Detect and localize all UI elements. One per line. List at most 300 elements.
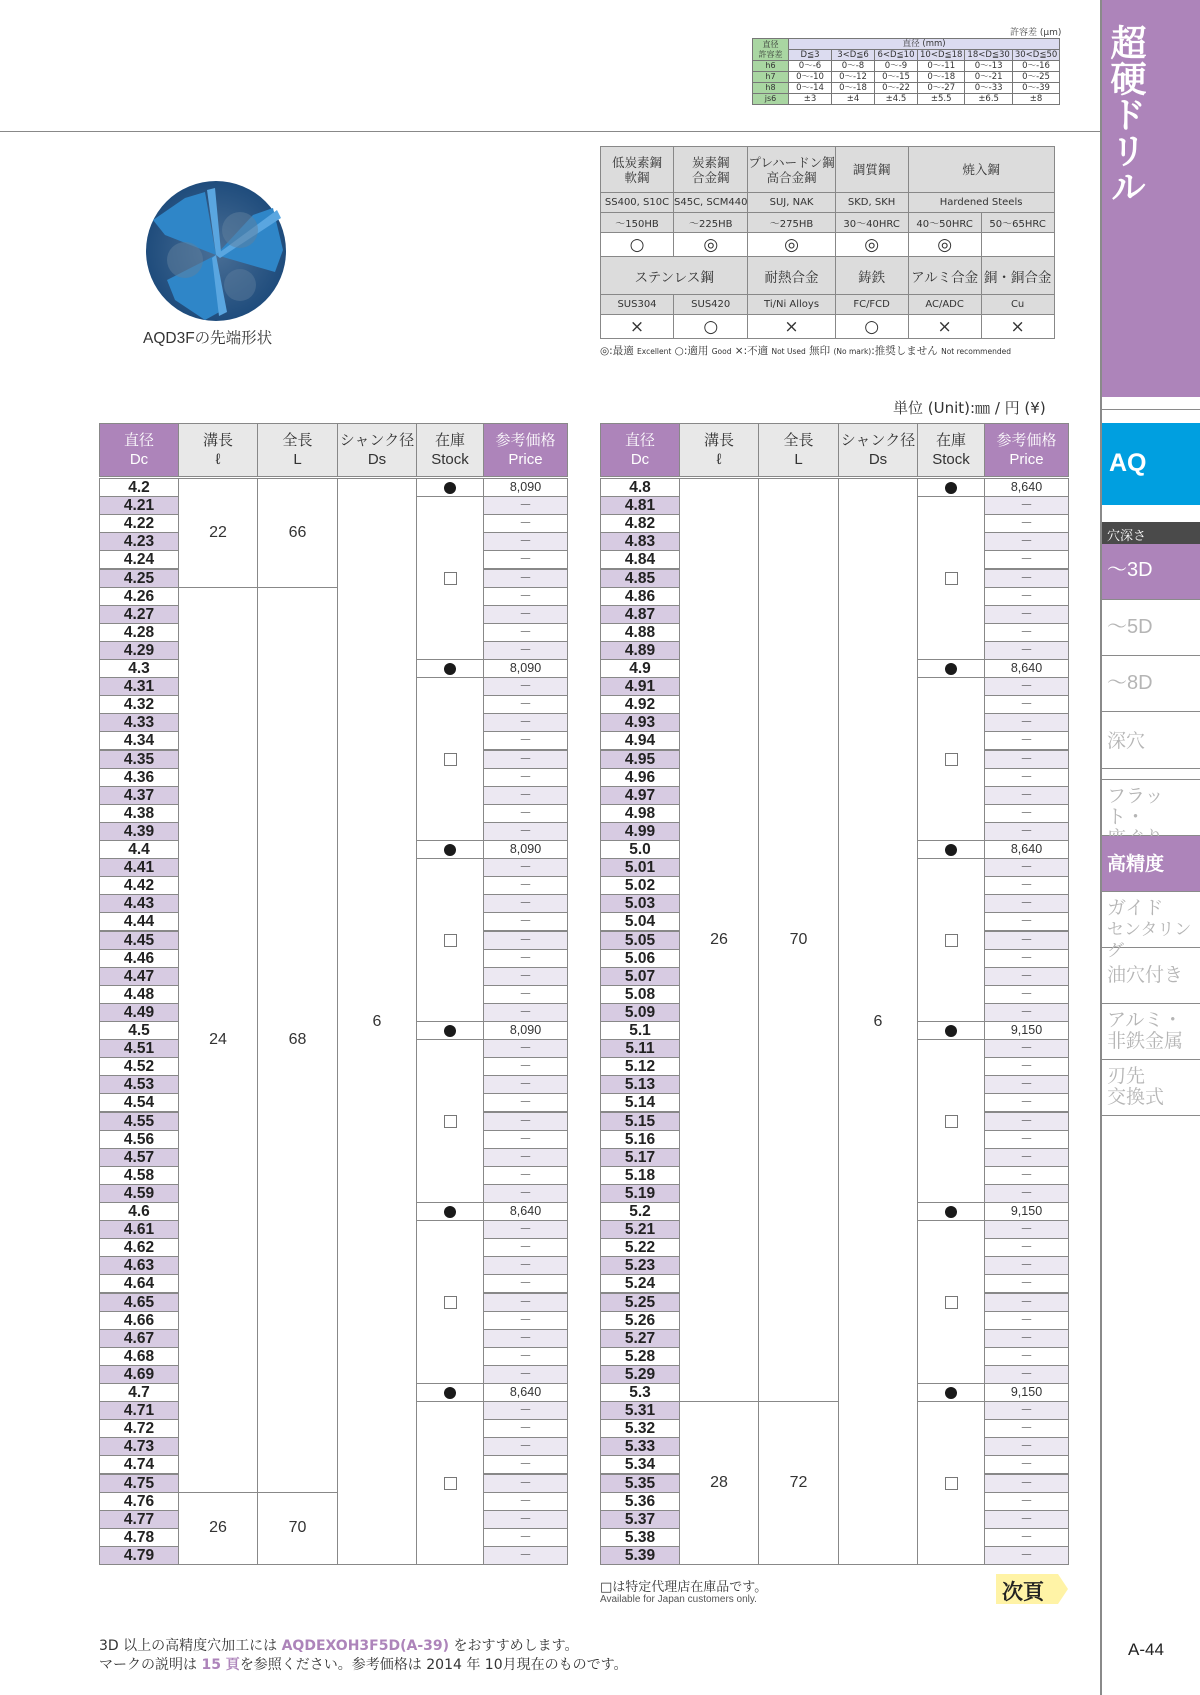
price-cell: － bbox=[483, 876, 568, 895]
material-spec: SS400, S10C bbox=[601, 193, 674, 213]
diameter-cell: 5.11 bbox=[600, 1039, 680, 1058]
diameter-cell: 5.1 bbox=[600, 1021, 680, 1040]
diameter-cell: 5.15 bbox=[600, 1112, 680, 1131]
price-cell: － bbox=[483, 695, 568, 714]
price-cell: 8,090 bbox=[483, 478, 568, 497]
price-cell: － bbox=[984, 822, 1069, 841]
price-cell: 8,090 bbox=[483, 1021, 568, 1040]
column-header bbox=[178, 423, 258, 477]
price-cell: 8,640 bbox=[984, 840, 1069, 859]
diameter-cell: 4.63 bbox=[99, 1256, 179, 1275]
drill-caption: AQD3Fの先端形状 bbox=[143, 330, 273, 347]
material-spec: Hardened Steels bbox=[908, 193, 1054, 213]
price-cell: － bbox=[984, 1365, 1069, 1384]
material-hardness: ～275HB bbox=[748, 213, 835, 233]
diameter-cell: 4.64 bbox=[99, 1274, 179, 1293]
price-cell: － bbox=[483, 1166, 568, 1185]
price-cell: － bbox=[483, 532, 568, 551]
diameter-cell: 4.26 bbox=[99, 587, 179, 606]
price-cell: － bbox=[483, 967, 568, 986]
price-cell: － bbox=[984, 985, 1069, 1004]
material-spec: SUS304 bbox=[601, 295, 674, 315]
footer-line-1: 3D 以上の高精度穴加工には AQDEXOH3F5D(A-39) をおすすめします。 bbox=[99, 1638, 579, 1654]
legend-item: :推奨しません Not recommended bbox=[871, 345, 1011, 357]
agent-stock-square-icon bbox=[945, 1115, 958, 1128]
column-header-jp: 全長 bbox=[783, 432, 814, 449]
side-depth-3d[interactable]: ～3D bbox=[1102, 544, 1200, 600]
stock-cell bbox=[917, 478, 985, 497]
agent-stock-square-icon bbox=[444, 934, 457, 947]
diameter-cell: 4.8 bbox=[600, 478, 680, 497]
price-cell: － bbox=[483, 1274, 568, 1293]
diameter-cell: 5.17 bbox=[600, 1148, 680, 1167]
suitability-mark bbox=[981, 233, 1054, 257]
column-header-en: Dc bbox=[630, 451, 650, 468]
diameter-cell: 5.36 bbox=[600, 1492, 680, 1511]
column-header bbox=[483, 423, 568, 477]
diameter-cell: 4.23 bbox=[99, 532, 179, 551]
side-brand-aq[interactable]: AQ bbox=[1102, 423, 1200, 505]
agent-stock-note: □は特定代理店在庫品です。 bbox=[600, 1580, 768, 1595]
material-table bbox=[600, 146, 1055, 339]
price-cell: 8,090 bbox=[483, 840, 568, 859]
price-cell: － bbox=[984, 804, 1069, 823]
stock-cell bbox=[917, 1383, 985, 1402]
diameter-cell: 5.23 bbox=[600, 1256, 680, 1275]
diameter-cell: 4.72 bbox=[99, 1419, 179, 1438]
agent-stock-cell bbox=[917, 1401, 985, 1565]
diameter-cell: 4.69 bbox=[99, 1365, 179, 1384]
material-hardness: ～150HB bbox=[601, 213, 674, 233]
agent-stock-cell bbox=[917, 496, 985, 660]
agent-stock-note-en: Available for Japan customers only. bbox=[600, 1594, 757, 1605]
price-cell: － bbox=[483, 1057, 568, 1076]
diameter-cell: 4.31 bbox=[99, 677, 179, 696]
diameter-cell: 5.14 bbox=[600, 1093, 680, 1112]
diameter-cell: 5.35 bbox=[600, 1474, 680, 1493]
price-cell: － bbox=[483, 1293, 568, 1312]
diameter-cell: 5.31 bbox=[600, 1401, 680, 1420]
overall-length-cell: 72 bbox=[758, 1401, 839, 1565]
column-header bbox=[758, 423, 839, 477]
diameter-cell: 4.85 bbox=[600, 569, 680, 588]
price-cell: － bbox=[984, 1112, 1069, 1131]
agent-stock-cell bbox=[416, 496, 484, 660]
diameter-cell: 5.39 bbox=[600, 1546, 680, 1565]
diameter-cell: 4.49 bbox=[99, 1003, 179, 1022]
column-header-jp: 在庫 bbox=[935, 432, 966, 449]
diameter-cell: 4.24 bbox=[99, 550, 179, 569]
side-title: 超硬ドリル bbox=[1105, 24, 1146, 204]
legend-item: ◎:最適 Excellent bbox=[600, 345, 672, 357]
diameter-cell: 5.16 bbox=[600, 1130, 680, 1149]
material-name: アルミ合金 bbox=[908, 257, 981, 295]
column-header-en: Ds bbox=[367, 451, 387, 468]
column-header-en: Stock bbox=[932, 451, 970, 468]
price-cell: － bbox=[483, 623, 568, 642]
material-spec: Cu bbox=[981, 295, 1054, 315]
diameter-cell: 4.7 bbox=[99, 1383, 179, 1402]
suitability-mark: ◎ bbox=[908, 233, 981, 257]
price-cell: － bbox=[483, 931, 568, 950]
overall-length-cell: 70 bbox=[758, 478, 839, 1402]
column-header-en: Price bbox=[508, 451, 543, 468]
material-name: ステンレス鋼 bbox=[601, 257, 748, 295]
price-cell: － bbox=[984, 1546, 1069, 1565]
price-cell: － bbox=[483, 804, 568, 823]
column-header-jp: 全長 bbox=[282, 432, 313, 449]
material-spec: SUJ, NAK bbox=[748, 193, 835, 213]
diameter-cell: 5.32 bbox=[600, 1419, 680, 1438]
column-header-jp: 直径 bbox=[123, 432, 154, 449]
diameter-cell: 4.73 bbox=[99, 1437, 179, 1456]
diameter-cell: 4.74 bbox=[99, 1455, 179, 1474]
stock-cell bbox=[416, 478, 484, 497]
diameter-cell: 5.13 bbox=[600, 1075, 680, 1094]
side-type-aluminum[interactable]: アルミ・ 非鉄金属 bbox=[1102, 1004, 1200, 1060]
agent-stock-square-icon bbox=[444, 753, 457, 766]
diameter-cell: 4.27 bbox=[99, 605, 179, 624]
agent-stock-square-icon bbox=[945, 1296, 958, 1309]
price-cell: － bbox=[984, 967, 1069, 986]
side-type-guide[interactable]: ガイド センタリング bbox=[1102, 892, 1200, 948]
diameter-cell: 4.32 bbox=[99, 695, 179, 714]
material-spec: Ti/Ni Alloys bbox=[748, 295, 835, 315]
column-header-en: Stock bbox=[431, 451, 469, 468]
side-type-indexable[interactable]: 刃先 交換式 bbox=[1102, 1060, 1200, 1116]
side-depth-deep[interactable]: 深穴 bbox=[1102, 712, 1200, 769]
price-cell: － bbox=[483, 1329, 568, 1348]
side-depth-label: 穴深さ bbox=[1102, 522, 1200, 544]
price-cell: － bbox=[483, 985, 568, 1004]
diameter-cell: 5.29 bbox=[600, 1365, 680, 1384]
material-name: 銅・銅合金 bbox=[981, 257, 1054, 295]
agent-stock-cell bbox=[416, 677, 484, 841]
material-hardness: 30～40HRC bbox=[835, 213, 908, 233]
price-cell: － bbox=[483, 1311, 568, 1330]
diameter-cell: 4.93 bbox=[600, 713, 680, 732]
price-cell: 8,640 bbox=[984, 478, 1069, 497]
price-cell: － bbox=[984, 731, 1069, 750]
price-cell: － bbox=[984, 750, 1069, 769]
diameter-cell: 4.75 bbox=[99, 1474, 179, 1493]
stock-cell bbox=[917, 840, 985, 859]
column-header-jp: 溝長 bbox=[202, 432, 233, 449]
side-depth-5d[interactable]: ～5D bbox=[1102, 600, 1200, 656]
price-cell: 8,640 bbox=[984, 659, 1069, 678]
material-spec: SUS420 bbox=[674, 295, 748, 315]
diameter-cell: 4.9 bbox=[600, 659, 680, 678]
diameter-cell: 4.62 bbox=[99, 1238, 179, 1257]
price-cell: － bbox=[984, 532, 1069, 551]
diameter-cell: 4.76 bbox=[99, 1492, 179, 1511]
diameter-cell: 4.6 bbox=[99, 1202, 179, 1221]
price-cell: － bbox=[984, 1419, 1069, 1438]
diameter-cell: 4.38 bbox=[99, 804, 179, 823]
price-cell: － bbox=[984, 1274, 1069, 1293]
price-cell: － bbox=[483, 768, 568, 787]
flute-length-cell: 26 bbox=[178, 1492, 258, 1565]
suitability-mark: ◎ bbox=[748, 233, 835, 257]
price-cell: － bbox=[483, 569, 568, 588]
diameter-cell: 5.27 bbox=[600, 1329, 680, 1348]
price-cell: 9,150 bbox=[984, 1383, 1069, 1402]
diameter-cell: 4.53 bbox=[99, 1075, 179, 1094]
diameter-cell: 4.67 bbox=[99, 1329, 179, 1348]
price-cell: － bbox=[984, 1311, 1069, 1330]
price-cell: － bbox=[483, 641, 568, 660]
legend-item: ○:適用 Good bbox=[674, 345, 732, 357]
legend-item: ×:不適 Not Used bbox=[734, 345, 806, 357]
diameter-cell: 5.26 bbox=[600, 1311, 680, 1330]
diameter-cell: 4.81 bbox=[600, 496, 680, 515]
diameter-cell: 4.57 bbox=[99, 1148, 179, 1167]
tolerance-col-header: 18<D≦30 bbox=[965, 50, 1012, 61]
price-cell: － bbox=[984, 931, 1069, 950]
diameter-cell: 4.54 bbox=[99, 1093, 179, 1112]
in-stock-dot-icon bbox=[444, 1387, 456, 1399]
mark-explanation-link[interactable]: 15 頁 bbox=[201, 1657, 240, 1673]
column-header-en: ℓ bbox=[215, 451, 221, 468]
stock-cell bbox=[416, 1202, 484, 1221]
in-stock-dot-icon bbox=[444, 1206, 456, 1218]
tolerance-row-h8: h8 0～-14 0～-18 0～-22 0～-27 0～-33 0～-39 bbox=[753, 83, 1060, 94]
material-spec: SKD, SKH bbox=[835, 193, 908, 213]
diameter-cell: 4.39 bbox=[99, 822, 179, 841]
price-cell: － bbox=[984, 768, 1069, 787]
price-cell: － bbox=[483, 822, 568, 841]
price-cell: － bbox=[483, 1256, 568, 1275]
diameter-cell: 5.12 bbox=[600, 1057, 680, 1076]
diameter-cell: 4.58 bbox=[99, 1166, 179, 1185]
agent-stock-square-icon bbox=[444, 572, 457, 585]
suitability-mark: ○ bbox=[674, 315, 748, 339]
diameter-cell: 4.87 bbox=[600, 605, 680, 624]
column-header-en: L bbox=[293, 451, 302, 468]
tolerance-row-h6: h6 0～-6 0～-8 0～-9 0～-11 0～-13 0～-16 bbox=[753, 61, 1060, 72]
flute-length-cell: 22 bbox=[178, 478, 258, 588]
footer-line-2: マークの説明は 15 頁を参照ください。参考価格は 2014 年 10月現在のものです。 bbox=[99, 1657, 628, 1673]
price-cell: － bbox=[483, 514, 568, 533]
diameter-cell: 4.28 bbox=[99, 623, 179, 642]
side-type-high-precision[interactable]: 高精度 bbox=[1102, 836, 1200, 892]
price-cell: 9,150 bbox=[984, 1202, 1069, 1221]
diameter-cell: 4.71 bbox=[99, 1401, 179, 1420]
material-hardness: 40～50HRC bbox=[908, 213, 981, 233]
diameter-cell: 5.0 bbox=[600, 840, 680, 859]
price-cell: － bbox=[483, 1437, 568, 1456]
price-cell: － bbox=[483, 1238, 568, 1257]
diameter-cell: 5.19 bbox=[600, 1184, 680, 1203]
diameter-cell: 4.35 bbox=[99, 750, 179, 769]
price-cell: － bbox=[984, 605, 1069, 624]
diameter-cell: 4.55 bbox=[99, 1112, 179, 1131]
diameter-cell: 4.25 bbox=[99, 569, 179, 588]
diameter-cell: 4.52 bbox=[99, 1057, 179, 1076]
diameter-cell: 4.65 bbox=[99, 1293, 179, 1312]
stock-cell bbox=[416, 659, 484, 678]
price-cell: － bbox=[984, 1166, 1069, 1185]
price-cell: 9,150 bbox=[984, 1021, 1069, 1040]
price-cell: － bbox=[984, 1401, 1069, 1420]
diameter-cell: 4.68 bbox=[99, 1347, 179, 1366]
column-header-jp: シャンク径 bbox=[339, 432, 415, 449]
price-cell: － bbox=[984, 713, 1069, 732]
agent-stock-cell bbox=[917, 1220, 985, 1384]
column-header bbox=[838, 423, 918, 477]
tolerance-col-header: D≦3 bbox=[789, 50, 832, 61]
suitability-mark: × bbox=[748, 315, 835, 339]
flute-length-cell: 26 bbox=[679, 478, 759, 1402]
price-cell: － bbox=[483, 550, 568, 569]
price-cell: － bbox=[483, 858, 568, 877]
column-header-jp: 直径 bbox=[624, 432, 655, 449]
price-cell: － bbox=[483, 750, 568, 769]
price-cell: － bbox=[483, 1528, 568, 1547]
stock-cell bbox=[917, 1202, 985, 1221]
price-cell: － bbox=[483, 1546, 568, 1565]
diameter-cell: 5.2 bbox=[600, 1202, 680, 1221]
agent-stock-cell bbox=[416, 858, 484, 1022]
diameter-cell: 4.5 bbox=[99, 1021, 179, 1040]
price-cell: － bbox=[483, 912, 568, 931]
diameter-cell: 4.82 bbox=[600, 514, 680, 533]
price-cell: 8,090 bbox=[483, 659, 568, 678]
next-arrow-icon bbox=[1058, 1574, 1068, 1604]
shank-diameter-cell: 6 bbox=[337, 478, 417, 1565]
suitability-mark: ○ bbox=[835, 315, 908, 339]
stock-cell bbox=[917, 1021, 985, 1040]
price-cell: － bbox=[483, 496, 568, 515]
diameter-cell: 4.36 bbox=[99, 768, 179, 787]
price-cell: － bbox=[984, 786, 1069, 805]
diameter-cell: 5.33 bbox=[600, 1437, 680, 1456]
column-header-jp: 在庫 bbox=[434, 432, 465, 449]
column-header-en: L bbox=[794, 451, 803, 468]
unit-label: 単位 (Unit):㎜ / 円 (¥) bbox=[893, 399, 1046, 417]
diameter-cell: 4.96 bbox=[600, 768, 680, 787]
next-page-button[interactable]: 次頁 bbox=[996, 1574, 1068, 1604]
diameter-cell: 5.28 bbox=[600, 1347, 680, 1366]
column-header-en: Price bbox=[1009, 451, 1044, 468]
recommended-product-link[interactable]: AQDEXOH3F5D(A-39) bbox=[281, 1638, 450, 1654]
agent-stock-cell bbox=[917, 677, 985, 841]
overall-length-cell: 68 bbox=[257, 587, 338, 1493]
material-name: 炭素鋼 合金鋼 bbox=[674, 147, 748, 193]
price-cell: － bbox=[984, 550, 1069, 569]
stock-cell bbox=[416, 840, 484, 859]
price-cell: － bbox=[483, 587, 568, 606]
diameter-cell: 4.46 bbox=[99, 949, 179, 968]
shank-diameter-cell: 6 bbox=[838, 478, 918, 1565]
diameter-cell: 4.66 bbox=[99, 1311, 179, 1330]
in-stock-dot-icon bbox=[444, 1025, 456, 1037]
diameter-cell: 4.42 bbox=[99, 876, 179, 895]
side-depth-8d[interactable]: ～8D bbox=[1102, 656, 1200, 712]
price-cell: － bbox=[483, 1347, 568, 1366]
column-header-en: ℓ bbox=[716, 451, 722, 468]
price-cell: － bbox=[984, 858, 1069, 877]
price-cell: － bbox=[984, 1347, 1069, 1366]
price-cell: － bbox=[984, 894, 1069, 913]
diameter-cell: 4.97 bbox=[600, 786, 680, 805]
diameter-cell: 5.3 bbox=[600, 1383, 680, 1402]
side-type-oil-hole[interactable]: 油穴付き bbox=[1102, 948, 1200, 1004]
in-stock-dot-icon bbox=[945, 482, 957, 494]
column-header-en: Dc bbox=[129, 451, 149, 468]
diameter-cell: 5.34 bbox=[600, 1455, 680, 1474]
column-header bbox=[337, 423, 417, 477]
diameter-cell: 4.88 bbox=[600, 623, 680, 642]
agent-stock-square-icon bbox=[945, 1477, 958, 1490]
suitability-mark: × bbox=[908, 315, 981, 339]
diameter-cell: 4.34 bbox=[99, 731, 179, 750]
flute-length-cell: 24 bbox=[178, 587, 258, 1493]
diameter-cell: 5.02 bbox=[600, 876, 680, 895]
diameter-cell: 4.79 bbox=[99, 1546, 179, 1565]
price-cell: － bbox=[984, 1437, 1069, 1456]
side-type-flat[interactable]: フラット・ bbox=[1102, 780, 1200, 836]
material-hardness: ～225HB bbox=[674, 213, 748, 233]
tolerance-col-header: 6<D≦10 bbox=[875, 50, 918, 61]
diameter-cell: 4.51 bbox=[99, 1039, 179, 1058]
suitability-mark: ○ bbox=[601, 233, 674, 257]
price-cell: － bbox=[483, 1474, 568, 1493]
tolerance-row-h7: h7 0～-10 0～-12 0～-15 0～-18 0～-21 0～-25 bbox=[753, 72, 1060, 83]
agent-stock-cell bbox=[416, 1039, 484, 1203]
diameter-cell: 4.84 bbox=[600, 550, 680, 569]
material-spec: AC/ADC bbox=[908, 295, 981, 315]
column-header-jp: シャンク径 bbox=[840, 432, 916, 449]
price-cell: － bbox=[483, 713, 568, 732]
column-header bbox=[984, 423, 1069, 477]
material-name: プレハードン鋼 高合金鋼 bbox=[748, 147, 835, 193]
in-stock-dot-icon bbox=[945, 1206, 957, 1218]
diameter-cell: 4.78 bbox=[99, 1528, 179, 1547]
diameter-cell: 4.91 bbox=[600, 677, 680, 696]
column-header bbox=[679, 423, 759, 477]
agent-stock-cell bbox=[416, 1401, 484, 1565]
suitability-mark: ◎ bbox=[835, 233, 908, 257]
diameter-cell: 4.89 bbox=[600, 641, 680, 660]
diameter-cell: 4.44 bbox=[99, 912, 179, 931]
price-cell: － bbox=[483, 1148, 568, 1167]
diameter-cell: 4.59 bbox=[99, 1184, 179, 1203]
drill-tip-image bbox=[145, 180, 287, 322]
price-cell: － bbox=[483, 894, 568, 913]
stock-cell bbox=[416, 1383, 484, 1402]
price-cell: － bbox=[984, 949, 1069, 968]
diameter-cell: 5.18 bbox=[600, 1166, 680, 1185]
tolerance-col-header: 10<D≦18 bbox=[918, 50, 965, 61]
column-header bbox=[257, 423, 338, 477]
diameter-cell: 4.22 bbox=[99, 514, 179, 533]
material-legend bbox=[600, 343, 1011, 358]
diameter-cell: 4.77 bbox=[99, 1510, 179, 1529]
agent-stock-square-icon bbox=[945, 753, 958, 766]
price-cell: － bbox=[984, 1256, 1069, 1275]
material-spec: S45C, SCM440 bbox=[674, 193, 748, 213]
price-cell: － bbox=[984, 1184, 1069, 1203]
price-cell: － bbox=[984, 1455, 1069, 1474]
page-number: A-44 bbox=[1128, 1640, 1164, 1659]
price-cell: － bbox=[984, 1528, 1069, 1547]
diameter-cell: 5.05 bbox=[600, 931, 680, 950]
agent-stock-cell bbox=[917, 1039, 985, 1203]
diameter-cell: 4.48 bbox=[99, 985, 179, 1004]
agent-stock-square-icon bbox=[945, 934, 958, 947]
diameter-cell: 4.61 bbox=[99, 1220, 179, 1239]
